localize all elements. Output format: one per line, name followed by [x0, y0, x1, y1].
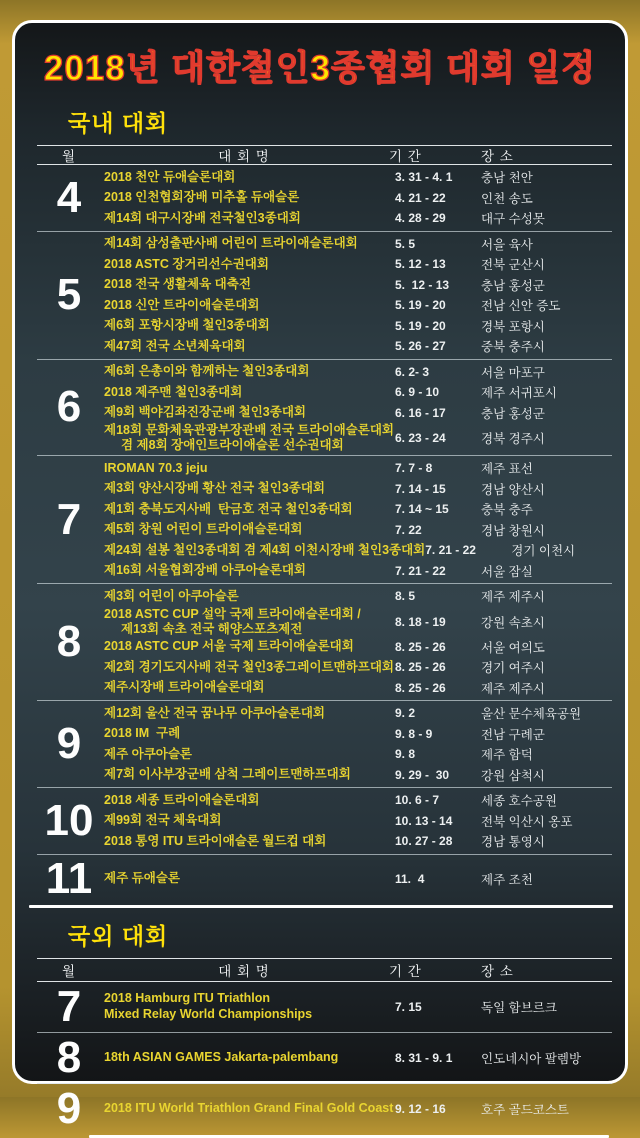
event-period: 4. 28 - 29: [395, 211, 446, 226]
event-name-line1: 2018 인천협회장배 미추홀 듀애슬론: [104, 190, 300, 205]
event-place: 경기 이천시: [511, 544, 576, 559]
event-name: [101, 236, 395, 251]
month-group-9: [37, 700, 612, 787]
event-row: [101, 790, 612, 811]
event-name-line1: 제7회 이사부장군배 삼척 그레이트맨하프대회: [104, 767, 351, 782]
event-period: 7. 21 - 22: [395, 563, 446, 578]
event-row: [101, 637, 612, 658]
month-group-rows: [101, 857, 612, 901]
event-name: [101, 639, 395, 654]
event-place: 전북 군산시: [481, 258, 545, 273]
event-place: 세종 호수공원: [481, 794, 557, 809]
month-group-11: [37, 854, 612, 903]
event-name-line1: 제18회 문화체육관광부장관배 전국 트라이애슬론대회: [104, 423, 394, 437]
event-row: [101, 295, 612, 316]
event-name-line1: 18th ASIAN GAMES Jakarta-palembang: [104, 1049, 339, 1064]
event-name: [101, 563, 395, 578]
event-period: 5. 5: [395, 236, 416, 251]
event-period: 9. 8 - 9: [395, 726, 433, 741]
bottom-divider: [89, 1135, 609, 1138]
event-place: 제주 조천: [481, 872, 533, 887]
event-period: 9. 8: [395, 747, 416, 762]
event-period: 7. 21 - 22: [425, 543, 476, 558]
event-row: [101, 520, 612, 541]
month-group-rows: [101, 790, 612, 852]
event-period: 7. 14 - 15: [395, 481, 446, 496]
event-place: 서을 육사: [481, 237, 533, 252]
event-name-line1: 제6회 포항시장배 철인3종대회: [104, 318, 270, 333]
event-name-line1: IROMAN 70.3 jeju: [104, 460, 208, 475]
event-place: 서울 여의도: [481, 640, 545, 655]
event-row: [101, 336, 612, 357]
event-place: 제주 제주시: [481, 590, 545, 605]
event-name-line2: 제13회 속초 전국 해양스포츠제전: [121, 621, 303, 636]
event-period: 10. 27 - 28: [395, 834, 453, 849]
event-place: 인도네시아 팔렘방: [481, 1051, 582, 1066]
event-name: [101, 339, 395, 354]
event-name-line1: 제2회 경기도지사배 전국 철인3종그레이트맨하프대회: [104, 659, 394, 674]
event-row: [101, 703, 612, 724]
event-row: [101, 540, 612, 561]
section-domestic: [15, 105, 625, 908]
month-group-rows: [101, 458, 612, 581]
event-name-line1: 제47회 전국 소년체육대회: [104, 338, 246, 353]
event-row: [101, 499, 612, 520]
event-period: 10. 6 - 7: [395, 793, 440, 808]
event-period: 5. 19 - 20: [395, 318, 446, 333]
event-name: [101, 257, 395, 272]
month-group-9: [37, 1083, 612, 1134]
event-place: 경남 통영시: [481, 835, 545, 850]
event-place: 인천 송도: [481, 191, 533, 206]
event-row: [101, 724, 612, 745]
column-header-name: 대 회 명: [218, 963, 270, 979]
event-row: [101, 986, 612, 1028]
event-name-line1: 제1회 충북도지사배 탄금호 전국 철인3종대회: [104, 501, 353, 516]
event-name-line1: 제14회 삼성출판사배 어린이 트라이애슬론대회: [104, 236, 358, 251]
domestic-heading: 국내 대회: [68, 110, 169, 136]
event-name: [101, 277, 395, 292]
event-name: [101, 991, 395, 1022]
event-row: [101, 316, 612, 337]
event-name-line1: 2018 신안 트라이애슬론대회: [104, 297, 260, 312]
month-group-5: [37, 231, 612, 359]
month-label: 7: [56, 494, 82, 544]
event-row: [101, 1037, 612, 1079]
event-row: [101, 831, 612, 852]
event-period: 5. 26 - 27: [395, 339, 446, 354]
month-group-rows: [101, 703, 612, 785]
event-name: [101, 660, 395, 675]
event-period: 9. 2: [395, 706, 416, 721]
event-row: [101, 657, 612, 678]
event-name: [101, 767, 395, 782]
event-period: 3. 31 - 4. 1: [395, 170, 453, 185]
event-row: [101, 458, 612, 479]
event-period: 5. 19 - 20: [395, 298, 446, 313]
event-name-line1: 제3회 양산시장배 황산 전국 철인3종대회: [104, 481, 325, 496]
event-place: 충남 홍성군: [481, 278, 545, 293]
event-place: 대구 수성못: [481, 212, 545, 227]
month-label: 5: [56, 270, 82, 319]
month-label: 6: [56, 382, 82, 432]
event-row: [101, 479, 612, 500]
event-row: [101, 254, 612, 275]
month-group-4: [37, 165, 612, 231]
event-name-line1: 제주 듀애슬론: [104, 871, 180, 885]
event-place: 충남 홍성군: [481, 406, 545, 421]
event-place: 경남 양산시: [481, 482, 545, 497]
event-period: 8. 25 - 26: [395, 639, 446, 654]
event-name: [101, 522, 395, 537]
event-place: 충남 천안: [481, 171, 533, 186]
event-name-line1: 2018 통영 ITU 트라이애슬론 월드컵 대회: [104, 833, 327, 848]
event-name-line1: 2018 전국 생활체육 대축전: [104, 277, 251, 292]
event-period: 6. 16 - 17: [395, 405, 446, 420]
event-name: [101, 405, 395, 420]
event-place: 서울 잠실: [481, 564, 533, 579]
event-row: [101, 403, 612, 424]
month-group-7: [37, 982, 612, 1032]
month-label: 10: [44, 795, 94, 845]
event-place: 제주 표선: [481, 462, 533, 477]
event-row: [101, 188, 612, 209]
event-row: [101, 382, 612, 403]
event-row: [101, 1088, 612, 1130]
event-period: 7. 14 ~ 15: [395, 502, 449, 517]
event-name: [101, 211, 395, 226]
event-row: [101, 744, 612, 765]
event-name-line1: 2018 IM 구례: [104, 726, 181, 741]
event-row: [101, 208, 612, 229]
month-group-10: [37, 787, 612, 854]
month-group-7: [37, 455, 612, 583]
event-period: 11. 4: [395, 871, 425, 886]
month-group-rows: [101, 985, 612, 1029]
month-label: 8: [56, 617, 82, 666]
event-period: 8. 25 - 26: [395, 680, 446, 695]
event-period: 5. 12 - 13: [395, 277, 450, 292]
event-name-line1: 제99회 전국 체육대회: [104, 813, 222, 828]
event-name-line1: 제12회 울산 전국 꿈나무 아쿠아슬론대회: [104, 705, 325, 720]
event-row: [101, 234, 612, 255]
event-name-line1: 제14회 대구시장배 전국철인3종대회: [104, 210, 301, 225]
event-period: 8. 18 - 19: [395, 614, 446, 629]
column-header-month: 월: [61, 963, 77, 979]
event-name-line1: 제6회 은총이와 함께하는 철인3종대회: [104, 364, 310, 379]
event-name: [101, 318, 395, 333]
event-period: 9. 29 - 30: [395, 767, 450, 782]
month-label: 9: [56, 719, 82, 768]
event-name: [101, 461, 395, 476]
month-group-6: [37, 359, 612, 456]
event-place: 전북 익산시 옹포: [481, 814, 573, 829]
event-name: [101, 364, 395, 379]
event-place: 독일 함브르크: [481, 1000, 557, 1015]
event-row: [101, 861, 612, 897]
event-name: [101, 706, 395, 721]
event-row: [101, 586, 612, 607]
event-name: [101, 589, 395, 604]
column-header-place: 장 소: [481, 963, 514, 979]
month-group-rows: [101, 586, 612, 698]
event-name-line1: 제5회 창원 어린이 트라이애슬론대회: [104, 522, 303, 537]
event-name-line1: 제9회 백야김좌진장군배 철인3종대회: [104, 405, 306, 420]
month-label: 9: [56, 1083, 82, 1133]
event-name-line1: 2018 세종 트라이애슬론대회: [104, 792, 260, 807]
table-header-row: [37, 145, 612, 165]
event-place: 중북 충주시: [481, 340, 545, 355]
event-period: 6. 2- 3: [395, 364, 430, 379]
event-place: 전남 구례군: [481, 727, 545, 742]
event-name-line1: 2018 ASTC CUP 서울 국제 트라이애슬론대회: [104, 639, 354, 654]
event-place: 경남 창원시: [481, 523, 545, 538]
schedule-panel: [12, 20, 628, 1133]
event-name-line1: 제주시장배 트라이애슬론대회: [104, 680, 265, 695]
event-name-line1: 제24회 설봉 철인3종대회 겸 제4회 이천시장배 철인3종대회: [104, 542, 426, 557]
section-international: [15, 918, 625, 1138]
event-row: [101, 607, 612, 637]
event-name-line1: 2018 ASTC CUP 설악 국제 트라이애슬론대회 /: [104, 606, 361, 621]
event-place: 호주 골드코스트: [481, 1102, 569, 1117]
column-header-name: 대 회 명: [218, 149, 270, 164]
event-place: 울산 문수체육공원: [481, 707, 582, 722]
event-name: [101, 871, 395, 886]
event-name-line1: 2018 ITU World Triathlon Grand Final Gold Coast: [104, 1100, 394, 1115]
event-period: 7. 22: [395, 522, 422, 537]
event-name: [101, 793, 395, 808]
event-name: [101, 726, 395, 741]
event-period: 6. 23 - 24: [395, 431, 446, 445]
event-period: 6. 9 - 10: [395, 385, 440, 400]
table-header-row: [37, 958, 612, 982]
event-name: [101, 747, 395, 762]
event-place: 전남 신안 증도: [481, 299, 561, 314]
event-period: 5. 12 - 13: [395, 257, 446, 272]
event-row: [101, 423, 612, 453]
event-name-line1: 제주 아쿠아슬론: [104, 746, 192, 761]
event-name-line1: 2018 ASTC 장거리선수권대회: [104, 256, 269, 271]
event-period: 8. 31 - 9. 1: [395, 1050, 453, 1065]
event-name: [101, 680, 395, 695]
event-name: [101, 834, 395, 849]
event-name-line1: 2018 제주맨 철인3종대회: [104, 384, 243, 399]
event-place: 제주 제주시: [481, 681, 545, 696]
event-place: 경북 경주시: [481, 432, 545, 446]
event-period: 4. 21 - 22: [395, 190, 446, 205]
event-row: [101, 678, 612, 699]
event-place: 제주 함덕: [481, 748, 533, 763]
month-label: 8: [56, 1032, 82, 1082]
column-header-month: 월: [61, 149, 77, 164]
event-name: [101, 1050, 395, 1066]
section-divider: [29, 905, 613, 908]
month-group-8: [37, 1032, 612, 1083]
event-place: 서을 마포구: [481, 365, 545, 380]
event-row: [101, 167, 612, 188]
column-header-period: 기 간: [389, 149, 422, 164]
event-name: [101, 607, 395, 637]
event-period: 7. 15: [395, 999, 422, 1014]
event-name: [101, 481, 395, 496]
event-row: [101, 811, 612, 832]
event-name: [101, 502, 395, 517]
event-place: 제주 서귀포시: [481, 386, 557, 401]
international-heading: 국외 대회: [68, 922, 169, 949]
event-period: 10. 13 - 14: [395, 813, 453, 828]
domestic-table: [37, 145, 612, 903]
event-name: [101, 298, 395, 313]
event-name: [101, 813, 395, 828]
month-group-rows: [101, 1087, 612, 1131]
event-name-line1: 2018 Hamburg ITU Triathlon: [104, 990, 271, 1005]
event-name-line1: 제3회 어린이 아쿠아슬론: [104, 588, 239, 603]
event-name: [101, 423, 395, 453]
event-name-line2: Mixed Relay World Championships: [104, 1006, 313, 1021]
event-place: 경기 여주시: [481, 661, 545, 676]
event-period: 7. 7 - 8: [395, 461, 433, 476]
event-name-line1: 제16회 서울협회장배 아쿠아슬론대회: [104, 563, 306, 578]
month-group-rows: [101, 234, 612, 357]
event-row: [101, 275, 612, 296]
event-name: [101, 1101, 395, 1117]
month-group-rows: [101, 167, 612, 229]
page-title: 2018년 대한철인3종협회 대회 일정: [43, 49, 597, 88]
event-place: 충북 충주: [481, 503, 533, 518]
event-place: 강원 삼척시: [481, 768, 545, 783]
month-group-rows: [101, 1036, 612, 1080]
event-place: 경북 포항시: [481, 319, 545, 334]
event-name: [101, 385, 395, 400]
event-row: [101, 765, 612, 786]
event-name: [101, 170, 395, 185]
month-group-8: [37, 583, 612, 700]
event-row: [101, 362, 612, 383]
event-period: 9. 12 - 16: [395, 1101, 446, 1116]
international-table: [37, 958, 612, 1134]
event-row: [101, 561, 612, 582]
event-place: 강원 속초시: [481, 615, 545, 630]
column-header-period: 기 간: [389, 963, 422, 979]
event-period: 8. 25 - 26: [395, 660, 446, 675]
event-name-line2: 겸 제8회 장애인트라이애슬론 선수권대회: [121, 438, 344, 452]
event-name: [101, 190, 395, 205]
month-label: 7: [56, 981, 82, 1031]
month-label: 11: [45, 853, 93, 903]
event-name-line1: 2018 천안 듀애슬론대회: [104, 169, 236, 184]
event-period: 8. 5: [395, 589, 416, 604]
month-label: 4: [56, 172, 82, 222]
column-header-place: 장 소: [481, 149, 514, 164]
month-group-rows: [101, 362, 612, 454]
event-name: [101, 543, 425, 558]
